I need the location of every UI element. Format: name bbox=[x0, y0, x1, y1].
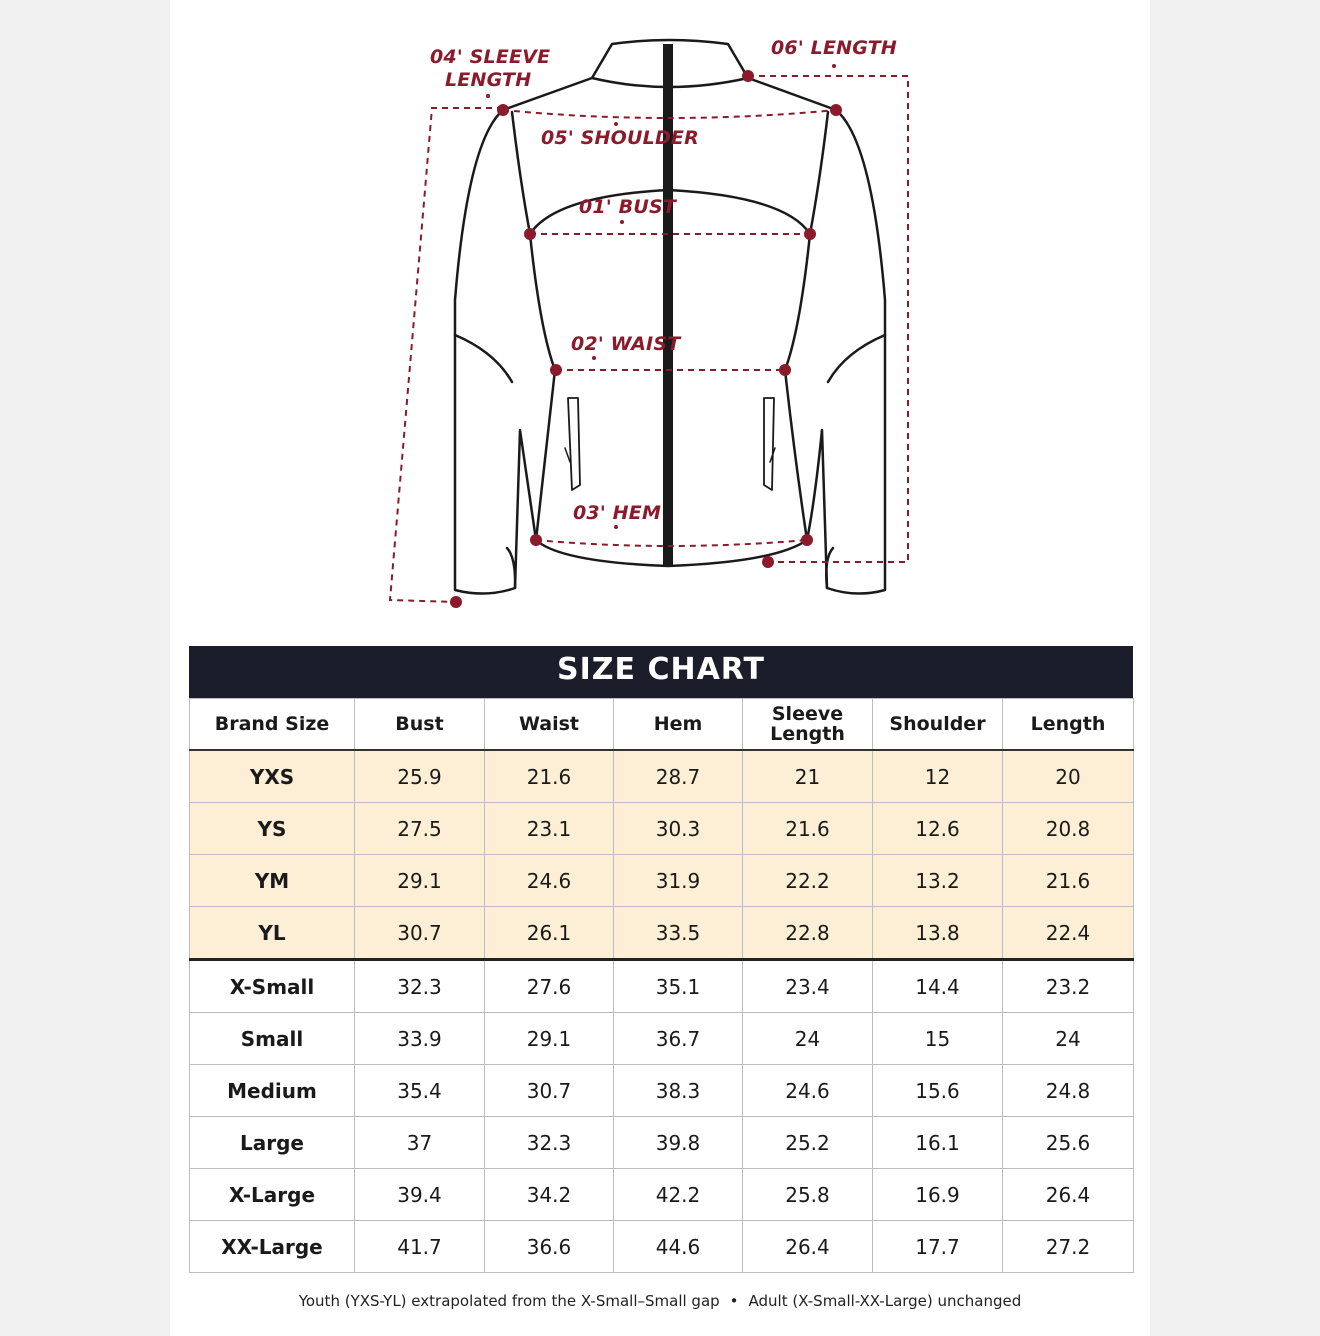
table-row bbox=[190, 1013, 1134, 1065]
value-cell: 36.6 bbox=[485, 1221, 614, 1273]
value-cell: 21.6 bbox=[485, 750, 614, 803]
value-cell: 23.2 bbox=[1003, 960, 1134, 1013]
value-cell: 36.7 bbox=[614, 1013, 743, 1065]
value-cell: 32.3 bbox=[355, 960, 485, 1013]
value-cell: 27.5 bbox=[355, 803, 485, 855]
value-cell: 14.4 bbox=[873, 960, 1003, 1013]
size-cell: YM bbox=[190, 855, 355, 907]
value-cell: 22.4 bbox=[1003, 907, 1134, 960]
jacket-cuff-left bbox=[507, 548, 515, 588]
size-cell: X-Large bbox=[190, 1169, 355, 1221]
value-cell: 39.8 bbox=[614, 1117, 743, 1169]
jacket-sleeve-panel-right bbox=[828, 335, 885, 382]
chart-title: SIZE CHART bbox=[189, 646, 1133, 698]
value-cell: 35.4 bbox=[355, 1065, 485, 1117]
value-cell: 21.6 bbox=[1003, 855, 1134, 907]
footnote bbox=[0, 1292, 1320, 1310]
value-cell: 22.8 bbox=[743, 907, 873, 960]
value-cell: 26.4 bbox=[743, 1221, 873, 1273]
value-cell: 30.7 bbox=[355, 907, 485, 960]
label-bust: 01' BUST bbox=[579, 196, 677, 218]
size-cell: XX-Large bbox=[190, 1221, 355, 1273]
size-cell: YS bbox=[190, 803, 355, 855]
jacket-diagram bbox=[0, 0, 1320, 630]
jacket-cuff-right bbox=[826, 548, 833, 588]
size-cell: Medium bbox=[190, 1065, 355, 1117]
header-length: Length bbox=[1003, 699, 1134, 751]
value-cell: 24.8 bbox=[1003, 1065, 1134, 1117]
value-cell: 20 bbox=[1003, 750, 1134, 803]
value-cell: 23.4 bbox=[743, 960, 873, 1013]
table-row bbox=[190, 1221, 1134, 1273]
value-cell: 16.1 bbox=[873, 1117, 1003, 1169]
value-cell: 17.7 bbox=[873, 1221, 1003, 1273]
label-sleeve-length-2: LENGTH bbox=[445, 69, 532, 91]
label-waist: 02' WAIST bbox=[571, 333, 681, 355]
size-chart bbox=[189, 646, 1133, 1273]
size-cell: YXS bbox=[190, 750, 355, 803]
table-row bbox=[190, 1169, 1134, 1221]
value-cell: 25.9 bbox=[355, 750, 485, 803]
value-cell: 25.2 bbox=[743, 1117, 873, 1169]
value-cell: 28.7 bbox=[614, 750, 743, 803]
value-cell: 32.3 bbox=[485, 1117, 614, 1169]
value-cell: 35.1 bbox=[614, 960, 743, 1013]
value-cell: 44.6 bbox=[614, 1221, 743, 1273]
value-cell: 29.1 bbox=[355, 855, 485, 907]
value-cell: 15.6 bbox=[873, 1065, 1003, 1117]
value-cell: 27.2 bbox=[1003, 1221, 1134, 1273]
value-cell: 29.1 bbox=[485, 1013, 614, 1065]
size-cell: Small bbox=[190, 1013, 355, 1065]
label-hem: 03' HEM bbox=[573, 502, 662, 524]
value-cell: 25.6 bbox=[1003, 1117, 1134, 1169]
pocket-right bbox=[764, 398, 774, 490]
value-cell: 41.7 bbox=[355, 1221, 485, 1273]
size-cell: X-Small bbox=[190, 960, 355, 1013]
header-shoulder: Shoulder bbox=[873, 699, 1003, 751]
label-sleeve-length-1: 04' SLEEVE bbox=[430, 46, 551, 68]
header-bust: Bust bbox=[355, 699, 485, 751]
value-cell: 15 bbox=[873, 1013, 1003, 1065]
value-cell: 24 bbox=[743, 1013, 873, 1065]
table-header-row bbox=[190, 699, 1134, 751]
table-row bbox=[190, 1065, 1134, 1117]
table-row bbox=[190, 907, 1134, 960]
value-cell: 39.4 bbox=[355, 1169, 485, 1221]
size-cell: Large bbox=[190, 1117, 355, 1169]
value-cell: 20.8 bbox=[1003, 803, 1134, 855]
footnote-adult: Adult (X-Small-XX-Large) unchanged bbox=[748, 1292, 1022, 1310]
value-cell: 26.4 bbox=[1003, 1169, 1134, 1221]
value-cell: 42.2 bbox=[614, 1169, 743, 1221]
value-cell: 34.2 bbox=[485, 1169, 614, 1221]
label-length: 06' LENGTH bbox=[771, 37, 897, 59]
table-row bbox=[190, 1117, 1134, 1169]
value-cell: 26.1 bbox=[485, 907, 614, 960]
table-body bbox=[190, 750, 1134, 1273]
footnote-separator: • bbox=[729, 1292, 739, 1310]
value-cell: 38.3 bbox=[614, 1065, 743, 1117]
value-cell: 16.9 bbox=[873, 1169, 1003, 1221]
table-row bbox=[190, 803, 1134, 855]
value-cell: 22.2 bbox=[743, 855, 873, 907]
value-cell: 13.8 bbox=[873, 907, 1003, 960]
label-shoulder: 05' SHOULDER bbox=[541, 127, 699, 149]
value-cell: 21 bbox=[743, 750, 873, 803]
table-row bbox=[190, 960, 1134, 1013]
jacket-sleeve-panel-left bbox=[455, 335, 512, 382]
value-cell: 27.6 bbox=[485, 960, 614, 1013]
jacket-side-seam-right bbox=[785, 112, 828, 540]
header-sleeve-length: Sleeve Length bbox=[743, 699, 873, 751]
value-cell: 25.8 bbox=[743, 1169, 873, 1221]
value-cell: 37 bbox=[355, 1117, 485, 1169]
value-cell: 24.6 bbox=[485, 855, 614, 907]
value-cell: 24.6 bbox=[743, 1065, 873, 1117]
value-cell: 30.3 bbox=[614, 803, 743, 855]
size-table bbox=[189, 698, 1134, 1273]
footnote-youth: Youth (YXS-YL) extrapolated from the X-Small–Small gap bbox=[298, 1292, 720, 1310]
value-cell: 21.6 bbox=[743, 803, 873, 855]
header-waist: Waist bbox=[485, 699, 614, 751]
table-row bbox=[190, 750, 1134, 803]
value-cell: 31.9 bbox=[614, 855, 743, 907]
value-cell: 33.5 bbox=[614, 907, 743, 960]
value-cell: 23.1 bbox=[485, 803, 614, 855]
pocket-left bbox=[568, 398, 580, 490]
value-cell: 12.6 bbox=[873, 803, 1003, 855]
value-cell: 33.9 bbox=[355, 1013, 485, 1065]
table-row bbox=[190, 855, 1134, 907]
value-cell: 30.7 bbox=[485, 1065, 614, 1117]
header-brand-size: Brand Size bbox=[190, 699, 355, 751]
value-cell: 12 bbox=[873, 750, 1003, 803]
value-cell: 24 bbox=[1003, 1013, 1134, 1065]
size-cell: YL bbox=[190, 907, 355, 960]
header-hem: Hem bbox=[614, 699, 743, 751]
jacket-zipper bbox=[663, 44, 673, 566]
value-cell: 13.2 bbox=[873, 855, 1003, 907]
sleeve-length-guide bbox=[390, 108, 503, 602]
